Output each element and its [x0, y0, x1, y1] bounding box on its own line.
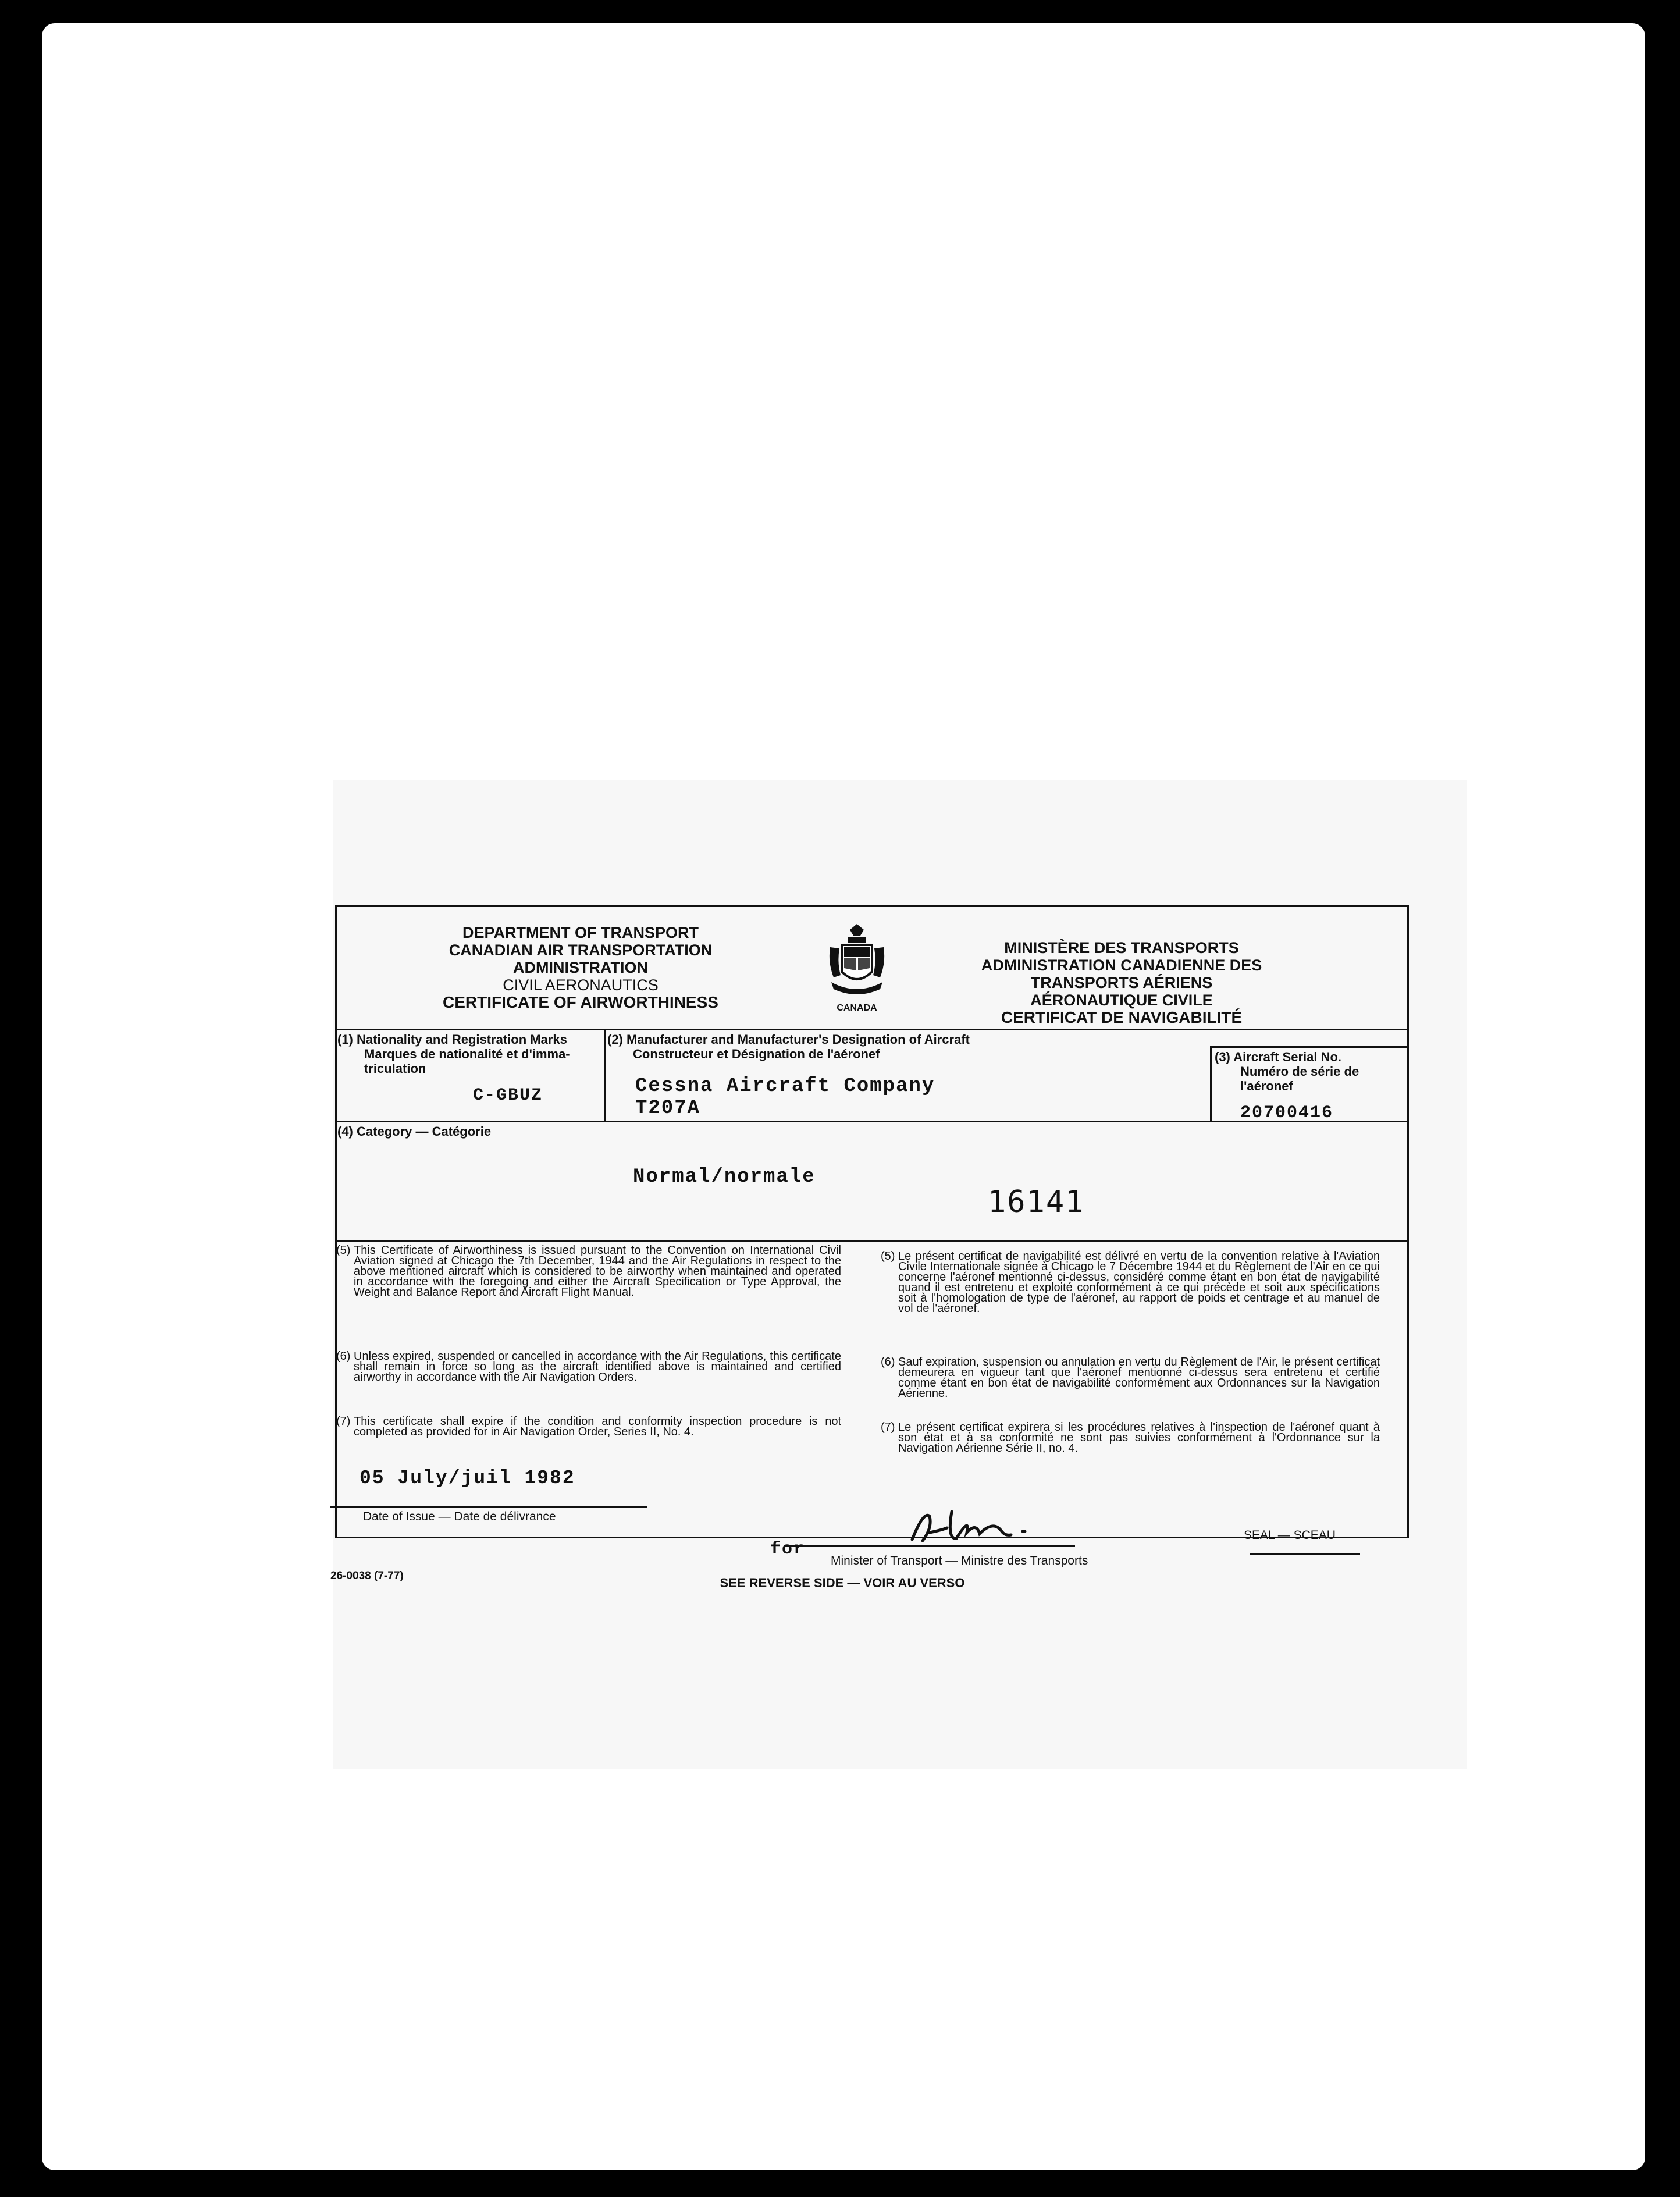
administration-name: ADMINISTRATION CANADIENNE DES — [981, 957, 1262, 974]
para6-french: (6) Sauf expiration, suspension ou annulation en vertu du Règlement de l'Air, le présent certificat demeurera en vigueur tant que l'aéronef mentionné ci-dessus sera entretenu et certifié comme étant en bon état de navigabilité conformément aux Ordonnances sur la Navigation Aérienne. — [881, 1356, 1380, 1400]
certificate-title: CERTIFICATE OF AIRWORTHINESS — [443, 993, 718, 1011]
crest-caption: CANADA — [837, 1003, 877, 1013]
certificate-number: 16141 — [988, 1185, 1085, 1220]
field4-label: (4) Category — Catégorie — [337, 1124, 492, 1139]
field3-top-rule — [1210, 1046, 1409, 1048]
seal-rule — [1250, 1553, 1360, 1555]
seal-label: SEAL — SCEAU — [1244, 1528, 1336, 1542]
date-of-issue-value: 05 July/juil 1982 — [360, 1467, 575, 1489]
row2-bottom-rule — [335, 1240, 1409, 1242]
serial-number-value: 20700416 — [1240, 1103, 1334, 1123]
para7-english: (7) This certificate shall expire if the condition and conformity inspection procedure is not completed as provided for in Air Navigation Order, Series II, No. 4. — [336, 1415, 841, 1438]
coat-of-arms-icon — [822, 922, 892, 1013]
dept-name: DEPARTMENT OF TRANSPORT — [462, 924, 699, 941]
aircraft-designation-value: T207A — [635, 1097, 701, 1119]
airworthiness-certificate — [330, 905, 1409, 1592]
date-of-issue-label: Date of Issue — Date de délivrance — [363, 1510, 556, 1523]
para7-french: (7) Le présent certificat expirera si les procédures relatives à l'inspection de l'aéronef quant à son état et à sa conformité ne sont pas suivies conformément à l'Ordonnance sur la Navigation Aérienne Série II, no. 4. — [881, 1421, 1380, 1455]
category-value: Normal/normale — [633, 1166, 816, 1188]
certificat-title: CERTIFICAT DE NAVIGABILITÉ — [1001, 1008, 1243, 1026]
para5-english: (5) This Certificate of Airworthiness is issued pursuant to the Convention on International Civil Aviation signed at Chicago the 7th December, 1944 and the Air Regulations in respect to the above mentioned aircraft which is considered to be airworthy when maintained and operated in accordance with the foregoing and either the Aircraft Specification or Type Approval, the Weight and Balance Report and Aircraft Flight Manual. — [336, 1244, 841, 1299]
para5-french: (5) Le présent certificat de navigabilité est délivré en vertu de la convention relative à l'Aviation Civile Internationale signée à Chicago le 7 Décembre 1944 et du Règlement de l'Air en ce qui concerne l'aéronef mentionné ci-dessus, considéré comme étant en bon état de navigabilité quand il est entretenu et exploité conformément à ce qui précède et soit aux spécifications soit à l'homologation de type de l'aéronef, au rapport de poids et centrage et au manuel de vol de l'aéronef. — [881, 1250, 1380, 1315]
para6-english: (6) Unless expired, suspended or cancelled in accordance with the Air Regulations, this certificate shall remain in force so long as the aircraft identified above is maintained and certified airworthy in accordance with the Air Navigation Orders. — [336, 1350, 841, 1384]
registration-mark-value: C-GBUZ — [473, 1086, 543, 1105]
header-english — [418, 924, 743, 1011]
agency-name-2: ADMINISTRATION — [513, 959, 648, 976]
signature-label: Minister of Transport — Ministre des Transports — [831, 1554, 1088, 1567]
signature-rule — [784, 1545, 1075, 1547]
agency-name: CANADIAN AIR TRANSPORTATION — [449, 941, 713, 959]
ministere-name: MINISTÈRE DES TRANSPORTS — [1004, 939, 1239, 957]
see-reverse-note: SEE REVERSE SIDE — VOIR AU VERSO — [720, 1576, 965, 1590]
row1-top-rule — [335, 1029, 1409, 1030]
aeronautique-name: AÉRONAUTIQUE CIVILE — [1030, 991, 1213, 1009]
for-text: for — [770, 1540, 806, 1559]
field1-label: (1) Nationality and Registration Marks Marques de nationalité et d'imma- triculation — [337, 1032, 570, 1076]
form-number: 26-0038 (7-77) — [330, 1570, 404, 1582]
row1-divider-2 — [1210, 1046, 1212, 1122]
header-french — [959, 939, 1284, 1026]
minister-signature — [906, 1505, 1081, 1551]
division-name: CIVIL AERONAUTICS — [503, 976, 659, 994]
manufacturer-value: Cessna Aircraft Company — [635, 1075, 935, 1097]
administration-name-2: TRANSPORTS AÉRIENS — [1030, 974, 1213, 991]
row1-divider-1 — [604, 1029, 606, 1122]
field3-label: (3) Aircraft Serial No. Numéro de série de l'aéronef — [1215, 1050, 1359, 1093]
date-of-issue-rule — [330, 1506, 647, 1508]
field2-label: (2) Manufacturer and Manufacturer's Designation of Aircraft Constructeur et Désignation de l'aéronef — [607, 1032, 970, 1061]
